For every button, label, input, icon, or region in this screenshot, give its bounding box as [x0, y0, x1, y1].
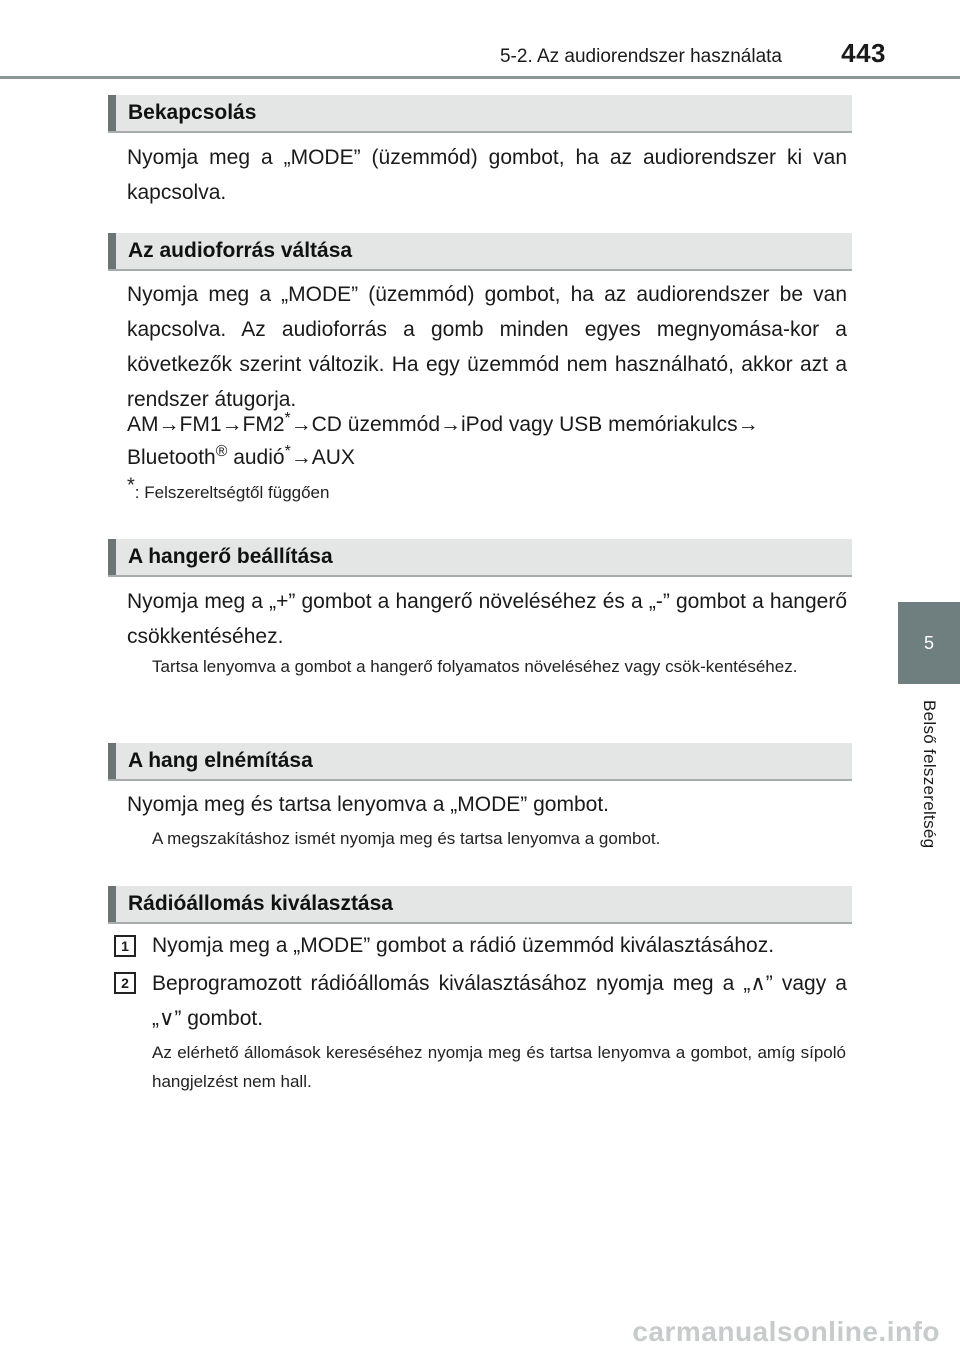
section-heading-hangero [108, 539, 852, 577]
section-heading-elnemitas [108, 743, 852, 781]
page-number: 443 [841, 38, 886, 68]
arrow-icon: → [221, 413, 243, 436]
section-title: A hangerő beállítása [128, 545, 333, 568]
arrow-icon: → [290, 446, 312, 469]
section-title: Az audioforrás váltása [128, 239, 353, 262]
arrow-icon: → [158, 413, 180, 436]
section-body-text: Nyomja meg a „MODE” (üzemmód) gombot, ha az audiorendszer ki van kapcsolva. [127, 146, 847, 204]
sequence-item: FM2 [242, 413, 285, 436]
section-body-text: Nyomja meg a „MODE” (üzemmód) gombot, ha az audiorendszer be van kapcsolva. Az audioforrás a gomb minden egyes megnyomása-kor a következők szerint változik. Ha egy üzemmód nem használható, akkor azt a rendszer átugorja. [127, 283, 847, 411]
chapter-label: Belső felszereltség [920, 700, 939, 849]
source-sequence-line-2 [127, 440, 847, 475]
step-number-1: 1 [114, 935, 136, 957]
arrow-icon: → [737, 413, 759, 436]
section-heading-radioallomas [108, 886, 852, 924]
section-heading-bekapcsolas [108, 95, 852, 133]
chapter-number: 5 [923, 632, 934, 653]
section-title: A hang elnémítása [128, 749, 313, 772]
section-note: Az elérhető állomások kereséséhez nyomja meg és tartsa lenyomva a gombot, amíg sípoló hangjelzést nem hall. [152, 1043, 846, 1091]
step-number-2: 2 [114, 972, 136, 994]
sequence-item: AUX [311, 446, 355, 469]
section-title: Bekapcsolás [128, 101, 257, 124]
sequence-item: CD üzemmód [311, 413, 441, 436]
source-sequence-line-1 [127, 407, 847, 442]
sequence-item: AM [127, 413, 159, 436]
running-header-title: 5-2. Az audiorendszer használata [499, 46, 782, 67]
section-body-text: Nyomja meg és tartsa lenyomva a „MODE” gombot. [127, 793, 609, 816]
arrow-icon: → [290, 413, 312, 436]
arrow-icon: → [440, 413, 462, 436]
section-body-text: Nyomja meg a „+” gombot a hangerő növeléséhez és a „-” gombot a hangerő csökkentéséhez. [127, 590, 847, 648]
step-text: Beprogramozott rádióállomás kiválasztásához nyomja meg a „∧” vagy a „∨” gombot. [152, 972, 847, 1030]
chapter-tab [898, 602, 960, 684]
sequence-item: audió [227, 446, 285, 469]
asterisk-mark: * [284, 443, 291, 460]
section-heading-audioforras [108, 233, 852, 271]
step-text: Nyomja meg a „MODE” gombot a rádió üzemmód kiválasztásához. [152, 934, 775, 957]
section-note: Tartsa lenyomva a gombot a hangerő folyamatos növeléséhez vagy csök-kentéséhez. [152, 657, 798, 676]
registered-mark: ® [215, 443, 228, 460]
asterisk-mark: * [284, 410, 291, 427]
header-divider [0, 76, 960, 79]
footnote [127, 474, 330, 503]
section-title: Rádióállomás kiválasztása [128, 892, 393, 915]
sequence-item: FM1 [179, 413, 222, 436]
chapter-label-container [899, 700, 959, 880]
asterisk-mark: * [127, 474, 135, 497]
section-note: A megszakításhoz ismét nyomja meg és tartsa lenyomva a gombot. [152, 829, 661, 848]
watermark: carmanualsonline.info [632, 1316, 940, 1347]
sequence-item: Bluetooth [127, 446, 216, 469]
footnote-text: : Felszereltségtől függően [134, 483, 330, 502]
sequence-item: iPod vagy USB memóriakulcs [461, 413, 738, 436]
